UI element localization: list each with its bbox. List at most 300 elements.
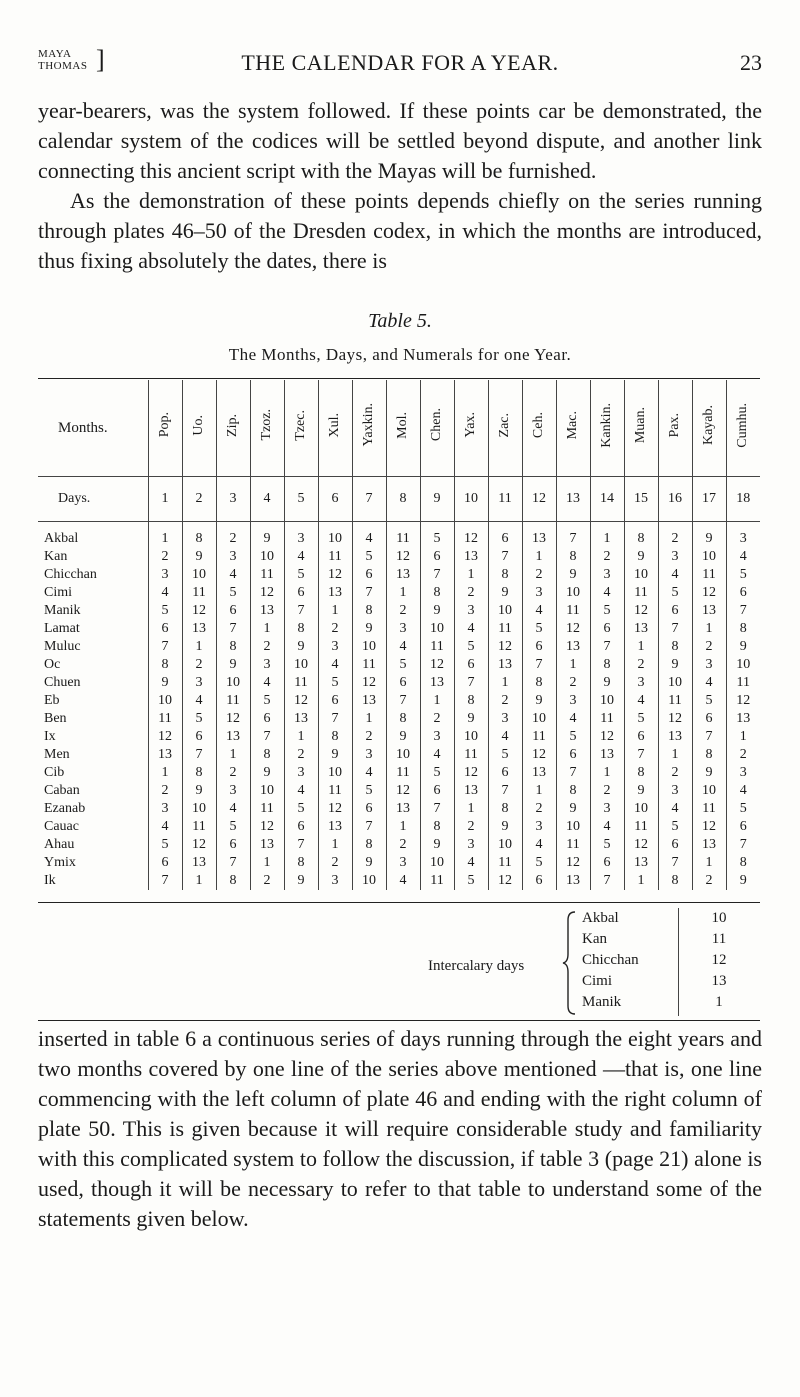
month-header bbox=[692, 380, 726, 477]
numeral-cell: 1 bbox=[386, 818, 420, 836]
numeral-cell: 10 bbox=[556, 584, 590, 602]
numeral-cell: 6 bbox=[386, 674, 420, 692]
numeral-cell: 7 bbox=[454, 674, 488, 692]
intercalary-values bbox=[678, 908, 759, 1016]
intercalary-day-name: Cimi bbox=[582, 973, 613, 989]
table-row bbox=[38, 638, 760, 656]
numeral-cell: 1 bbox=[624, 638, 658, 656]
numeral-cell: 5 bbox=[318, 674, 352, 692]
numeral-cell: 6 bbox=[216, 602, 250, 620]
numeral-cell: 7 bbox=[386, 692, 420, 710]
numeral-cell: 1 bbox=[658, 746, 692, 764]
numeral-cell: 10 bbox=[386, 746, 420, 764]
numeral-cell: 1 bbox=[692, 620, 726, 638]
numeral-cell: 2 bbox=[148, 782, 182, 800]
table-row bbox=[38, 522, 760, 549]
day-sign-name: Ben bbox=[44, 711, 67, 726]
numeral-cell: 4 bbox=[658, 800, 692, 818]
numeral-cell: 3 bbox=[454, 836, 488, 854]
numeral-cell: 13 bbox=[624, 854, 658, 872]
numeral-cell: 5 bbox=[420, 764, 454, 782]
numeral-cell: 1 bbox=[590, 764, 624, 782]
numeral-cell: 4 bbox=[216, 566, 250, 584]
intercalary-day-name: Akbal bbox=[582, 910, 619, 926]
numeral-cell: 1 bbox=[250, 620, 284, 638]
numeral-cell: 7 bbox=[420, 800, 454, 818]
numeral-cell: 8 bbox=[590, 656, 624, 674]
numeral-cell: 2 bbox=[454, 818, 488, 836]
day-number: 9 bbox=[420, 477, 454, 522]
numeral-cell: 12 bbox=[556, 854, 590, 872]
numeral-cell: 8 bbox=[420, 584, 454, 602]
numeral-cell: 5 bbox=[148, 836, 182, 854]
numeral-cell: 7 bbox=[352, 818, 386, 836]
numeral-cell: 2 bbox=[522, 800, 556, 818]
numeral-cell: 9 bbox=[420, 602, 454, 620]
month-header bbox=[658, 380, 692, 477]
numeral-cell: 2 bbox=[488, 692, 522, 710]
numeral-cell: 8 bbox=[726, 620, 760, 638]
numeral-cell: 1 bbox=[692, 854, 726, 872]
numeral-cell: 6 bbox=[726, 584, 760, 602]
day-number: 15 bbox=[624, 477, 658, 522]
numeral-cell: 8 bbox=[318, 728, 352, 746]
numeral-cell: 1 bbox=[590, 522, 624, 549]
month-name: Pax. bbox=[667, 412, 682, 438]
numeral-cell: 13 bbox=[216, 728, 250, 746]
numeral-cell: 13 bbox=[284, 710, 318, 728]
numeral-cell: 10 bbox=[352, 872, 386, 890]
numeral-cell: 8 bbox=[692, 746, 726, 764]
numeral-cell: 6 bbox=[556, 746, 590, 764]
numeral-cell: 12 bbox=[624, 836, 658, 854]
numeral-cell: 12 bbox=[658, 710, 692, 728]
numeral-cell: 7 bbox=[726, 602, 760, 620]
month-header bbox=[250, 380, 284, 477]
numeral-cell: 12 bbox=[386, 548, 420, 566]
numeral-cell: 8 bbox=[454, 692, 488, 710]
month-name: Mac. bbox=[565, 410, 580, 440]
month-header bbox=[284, 380, 318, 477]
numeral-cell: 1 bbox=[182, 638, 216, 656]
numeral-cell: 2 bbox=[420, 710, 454, 728]
numeral-cell: 13 bbox=[250, 836, 284, 854]
day-number: 10 bbox=[454, 477, 488, 522]
author-line-1: MAYA bbox=[38, 48, 72, 60]
month-header bbox=[216, 380, 250, 477]
numeral-cell: 2 bbox=[318, 620, 352, 638]
numeral-cell: 4 bbox=[284, 782, 318, 800]
numeral-cell: 5 bbox=[182, 710, 216, 728]
numeral-cell: 10 bbox=[284, 656, 318, 674]
numeral-cell: 7 bbox=[692, 728, 726, 746]
paragraph-intro: year-bearers, was the system followed. If these points car be demonstrated, the calendar system of the codices will be settled beyond dispute, and another link connecting this ancient script with the Mayas will be furnished. bbox=[38, 98, 762, 183]
table-row bbox=[38, 602, 760, 620]
numeral-cell: 9 bbox=[182, 782, 216, 800]
day-sign-name: Kan bbox=[44, 549, 68, 564]
numeral-cell: 11 bbox=[420, 872, 454, 890]
numeral-cell: 8 bbox=[488, 800, 522, 818]
day-number: 12 bbox=[522, 477, 556, 522]
numeral-cell: 3 bbox=[148, 566, 182, 584]
numeral-cell: 7 bbox=[250, 728, 284, 746]
day-sign-name: Ik bbox=[44, 873, 56, 888]
numeral-cell: 2 bbox=[318, 854, 352, 872]
numeral-cell: 13 bbox=[522, 522, 556, 549]
numeral-cell: 8 bbox=[522, 674, 556, 692]
numeral-cell: 3 bbox=[216, 782, 250, 800]
numeral-cell: 3 bbox=[284, 522, 318, 549]
numeral-cell: 4 bbox=[386, 872, 420, 890]
numeral-cell: 6 bbox=[488, 764, 522, 782]
numeral-cell: 3 bbox=[692, 656, 726, 674]
numeral-cell: 6 bbox=[420, 782, 454, 800]
numeral-cell: 9 bbox=[318, 746, 352, 764]
numeral-cell: 4 bbox=[590, 584, 624, 602]
numeral-cell: 1 bbox=[454, 800, 488, 818]
numeral-cell: 11 bbox=[692, 566, 726, 584]
numeral-cell: 5 bbox=[556, 728, 590, 746]
numeral-cell: 1 bbox=[352, 710, 386, 728]
numeral-cell: 3 bbox=[726, 522, 760, 549]
numeral-cell: 7 bbox=[726, 836, 760, 854]
table-row bbox=[38, 710, 760, 728]
numeral-cell: 5 bbox=[454, 638, 488, 656]
numeral-cell: 13 bbox=[318, 818, 352, 836]
day-sign-name: Eb bbox=[44, 693, 60, 708]
numeral-cell: 11 bbox=[216, 692, 250, 710]
month-name: Uo. bbox=[191, 414, 206, 436]
intercalary-names bbox=[582, 908, 639, 1013]
day-number: 1 bbox=[148, 477, 182, 522]
numeral-cell: 6 bbox=[250, 710, 284, 728]
numeral-cell: 13 bbox=[148, 746, 182, 764]
numeral-cell: 1 bbox=[556, 656, 590, 674]
numeral-cell: 12 bbox=[182, 836, 216, 854]
numeral-cell: 3 bbox=[590, 800, 624, 818]
numeral-cell: 9 bbox=[556, 800, 590, 818]
day-number: 14 bbox=[590, 477, 624, 522]
months-table bbox=[38, 380, 760, 890]
numeral-cell: 7 bbox=[182, 746, 216, 764]
day-number: 6 bbox=[318, 477, 352, 522]
numeral-cell: 8 bbox=[726, 854, 760, 872]
numeral-cell: 3 bbox=[658, 782, 692, 800]
numeral-cell: 8 bbox=[182, 764, 216, 782]
day-sign-name: Ymix bbox=[44, 855, 76, 870]
numeral-cell: 4 bbox=[148, 584, 182, 602]
numeral-cell: 3 bbox=[488, 710, 522, 728]
table-row bbox=[38, 566, 760, 584]
day-number: 17 bbox=[692, 477, 726, 522]
numeral-cell: 11 bbox=[386, 522, 420, 549]
left-brace-icon bbox=[562, 910, 576, 1016]
month-name: Kankin. bbox=[599, 402, 614, 448]
day-sign-name: Chuen bbox=[44, 675, 81, 690]
numeral-cell: 5 bbox=[284, 566, 318, 584]
numeral-cell: 13 bbox=[556, 872, 590, 890]
numeral-cell: 6 bbox=[352, 566, 386, 584]
numeral-cell: 13 bbox=[692, 602, 726, 620]
numeral-cell: 9 bbox=[590, 674, 624, 692]
numeral-cell: 3 bbox=[420, 728, 454, 746]
month-name: Yax. bbox=[463, 412, 478, 438]
numeral-cell: 9 bbox=[352, 854, 386, 872]
numeral-cell: 10 bbox=[522, 710, 556, 728]
day-number: 3 bbox=[216, 477, 250, 522]
table-row bbox=[38, 836, 760, 854]
numeral-cell: 9 bbox=[148, 674, 182, 692]
numeral-cell: 1 bbox=[420, 692, 454, 710]
numeral-cell: 11 bbox=[522, 728, 556, 746]
numeral-cell: 2 bbox=[692, 638, 726, 656]
numeral-cell: 9 bbox=[182, 548, 216, 566]
numeral-cell: 8 bbox=[624, 764, 658, 782]
numeral-cell: 8 bbox=[250, 746, 284, 764]
numeral-cell: 9 bbox=[284, 638, 318, 656]
numeral-cell: 5 bbox=[726, 566, 760, 584]
numeral-cell: 4 bbox=[624, 692, 658, 710]
day-number: 18 bbox=[726, 477, 760, 522]
numeral-cell: 9 bbox=[386, 728, 420, 746]
numeral-cell: 12 bbox=[692, 818, 726, 836]
month-name: Muan. bbox=[633, 406, 648, 444]
numeral-cell: 6 bbox=[284, 584, 318, 602]
numeral-cell: 3 bbox=[250, 656, 284, 674]
numeral-cell: 2 bbox=[556, 674, 590, 692]
month-header bbox=[454, 380, 488, 477]
numeral-cell: 9 bbox=[284, 872, 318, 890]
numeral-cell: 10 bbox=[420, 620, 454, 638]
numeral-cell: 11 bbox=[556, 602, 590, 620]
numeral-cell: 12 bbox=[454, 764, 488, 782]
paragraph-demonstration: As the demonstration of these points depends chiefly on the series running through plates 46–50 of the Dresden codex, in which the months are introduced, thus fixing absolutely the dates, there is bbox=[38, 188, 762, 273]
numeral-cell: 7 bbox=[658, 854, 692, 872]
numeral-cell: 7 bbox=[488, 782, 522, 800]
table-row bbox=[38, 620, 760, 638]
numeral-cell: 9 bbox=[488, 584, 522, 602]
numeral-cell: 8 bbox=[556, 548, 590, 566]
numeral-cell: 8 bbox=[420, 818, 454, 836]
numeral-cell: 6 bbox=[692, 710, 726, 728]
running-header bbox=[38, 45, 762, 88]
numeral-cell: 1 bbox=[488, 674, 522, 692]
numeral-cell: 13 bbox=[386, 800, 420, 818]
day-sign-name: Oc bbox=[44, 657, 61, 672]
table-row bbox=[38, 584, 760, 602]
table-row bbox=[38, 674, 760, 692]
intercalary-day-name: Kan bbox=[582, 931, 607, 947]
numeral-cell: 13 bbox=[182, 620, 216, 638]
numeral-cell: 6 bbox=[420, 548, 454, 566]
numeral-cell: 2 bbox=[692, 872, 726, 890]
numeral-cell: 8 bbox=[556, 782, 590, 800]
numeral-cell: 1 bbox=[148, 764, 182, 782]
numeral-cell: 2 bbox=[658, 764, 692, 782]
numeral-cell: 3 bbox=[216, 548, 250, 566]
numeral-cell: 10 bbox=[590, 692, 624, 710]
month-header bbox=[556, 380, 590, 477]
numeral-cell: 2 bbox=[250, 872, 284, 890]
numeral-cell: 11 bbox=[182, 818, 216, 836]
numeral-cell: 3 bbox=[454, 602, 488, 620]
numeral-cell: 10 bbox=[692, 548, 726, 566]
numeral-cell: 10 bbox=[624, 800, 658, 818]
numeral-cell: 12 bbox=[284, 692, 318, 710]
numeral-cell: 1 bbox=[726, 728, 760, 746]
numeral-cell: 13 bbox=[590, 746, 624, 764]
numeral-cell: 5 bbox=[658, 818, 692, 836]
numeral-cell: 3 bbox=[624, 674, 658, 692]
numeral-cell: 6 bbox=[522, 638, 556, 656]
numeral-cell: 6 bbox=[522, 872, 556, 890]
day-number: 5 bbox=[284, 477, 318, 522]
numeral-cell: 4 bbox=[726, 782, 760, 800]
numeral-cell: 9 bbox=[216, 656, 250, 674]
numeral-cell: 3 bbox=[182, 674, 216, 692]
numeral-cell: 9 bbox=[624, 782, 658, 800]
numeral-cell: 4 bbox=[658, 566, 692, 584]
month-header bbox=[386, 380, 420, 477]
numeral-cell: 2 bbox=[216, 764, 250, 782]
numeral-cell: 5 bbox=[420, 522, 454, 549]
numeral-cell: 11 bbox=[250, 800, 284, 818]
numeral-cell: 2 bbox=[182, 656, 216, 674]
numeral-cell: 6 bbox=[624, 728, 658, 746]
numeral-cell: 6 bbox=[284, 818, 318, 836]
numeral-cell: 5 bbox=[454, 872, 488, 890]
numeral-cell: 4 bbox=[522, 836, 556, 854]
numeral-cell: 1 bbox=[522, 782, 556, 800]
page-number: 23 bbox=[740, 50, 762, 75]
numeral-cell: 7 bbox=[284, 836, 318, 854]
numeral-cell: 6 bbox=[182, 728, 216, 746]
numeral-cell: 13 bbox=[692, 836, 726, 854]
numeral-cell: 9 bbox=[522, 692, 556, 710]
numeral-cell: 5 bbox=[624, 710, 658, 728]
numeral-cell: 7 bbox=[216, 854, 250, 872]
numeral-cell: 1 bbox=[284, 728, 318, 746]
numeral-cell: 11 bbox=[250, 566, 284, 584]
numeral-cell: 7 bbox=[318, 710, 352, 728]
table-row bbox=[38, 656, 760, 674]
table-row bbox=[38, 782, 760, 800]
numeral-cell: 7 bbox=[148, 638, 182, 656]
months-table-container bbox=[38, 380, 760, 890]
day-number: 8 bbox=[386, 477, 420, 522]
numeral-cell: 11 bbox=[318, 548, 352, 566]
month-name: Zac. bbox=[497, 412, 512, 438]
table-row bbox=[38, 800, 760, 818]
numeral-cell: 10 bbox=[488, 836, 522, 854]
day-sign-name: Ix bbox=[44, 729, 56, 744]
numeral-cell: 4 bbox=[590, 818, 624, 836]
numeral-cell: 6 bbox=[454, 656, 488, 674]
day-number: 7 bbox=[352, 477, 386, 522]
numeral-cell: 11 bbox=[556, 836, 590, 854]
numeral-cell: 2 bbox=[284, 746, 318, 764]
numeral-cell: 10 bbox=[182, 566, 216, 584]
numeral-cell: 9 bbox=[556, 566, 590, 584]
numeral-cell: 4 bbox=[454, 854, 488, 872]
intercalary-day-name: Manik bbox=[582, 994, 622, 1010]
numeral-cell: 1 bbox=[386, 584, 420, 602]
numeral-cell: 2 bbox=[454, 584, 488, 602]
numeral-cell: 8 bbox=[216, 872, 250, 890]
numeral-cell: 12 bbox=[250, 584, 284, 602]
table-row bbox=[38, 764, 760, 782]
numeral-cell: 2 bbox=[658, 522, 692, 549]
numeral-cell: 1 bbox=[522, 548, 556, 566]
numeral-cell: 4 bbox=[318, 656, 352, 674]
days-row bbox=[38, 477, 760, 522]
numeral-cell: 5 bbox=[692, 692, 726, 710]
numeral-cell: 11 bbox=[284, 674, 318, 692]
numeral-cell: 12 bbox=[352, 674, 386, 692]
numeral-cell: 13 bbox=[420, 674, 454, 692]
intercalary-day-value: 10 bbox=[711, 910, 727, 926]
month-header bbox=[182, 380, 216, 477]
numeral-cell: 3 bbox=[352, 746, 386, 764]
numeral-cell: 6 bbox=[590, 854, 624, 872]
month-name: Mol. bbox=[395, 411, 410, 439]
numeral-cell: 12 bbox=[182, 602, 216, 620]
table-row bbox=[38, 728, 760, 746]
day-sign-name: Manik bbox=[44, 603, 81, 618]
numeral-cell: 5 bbox=[352, 548, 386, 566]
numeral-cell: 2 bbox=[726, 746, 760, 764]
month-name: Pop. bbox=[157, 412, 172, 438]
numeral-cell: 9 bbox=[692, 522, 726, 549]
numeral-cell: 8 bbox=[352, 836, 386, 854]
numeral-cell: 5 bbox=[250, 692, 284, 710]
numeral-cell: 11 bbox=[624, 584, 658, 602]
numeral-cell: 4 bbox=[420, 746, 454, 764]
day-number: 2 bbox=[182, 477, 216, 522]
numeral-cell: 12 bbox=[318, 566, 352, 584]
month-name: Tzec. bbox=[293, 409, 308, 441]
numeral-cell: 4 bbox=[726, 548, 760, 566]
intercalary-bottom-rule bbox=[38, 1020, 760, 1021]
numeral-cell: 4 bbox=[148, 818, 182, 836]
months-label: Months. bbox=[58, 420, 108, 436]
numeral-cell: 8 bbox=[284, 620, 318, 638]
numeral-cell: 10 bbox=[216, 674, 250, 692]
month-header bbox=[624, 380, 658, 477]
running-title: THE CALENDAR FOR A YEAR. bbox=[241, 50, 559, 75]
numeral-cell: 9 bbox=[250, 764, 284, 782]
numeral-cell: 11 bbox=[454, 746, 488, 764]
numeral-cell: 5 bbox=[590, 602, 624, 620]
numeral-cell: 7 bbox=[590, 638, 624, 656]
numeral-cell: 13 bbox=[386, 566, 420, 584]
day-sign-name: Cib bbox=[44, 765, 65, 780]
numeral-cell: 5 bbox=[488, 746, 522, 764]
month-name: Kayab. bbox=[701, 404, 716, 446]
numeral-cell: 9 bbox=[658, 656, 692, 674]
numeral-cell: 8 bbox=[284, 854, 318, 872]
intercalary-day-value: 13 bbox=[711, 973, 727, 989]
numeral-cell: 4 bbox=[556, 710, 590, 728]
numeral-cell: 12 bbox=[420, 656, 454, 674]
numeral-cell: 2 bbox=[386, 602, 420, 620]
numeral-cell: 9 bbox=[454, 710, 488, 728]
numeral-cell: 3 bbox=[522, 584, 556, 602]
numeral-cell: 10 bbox=[658, 674, 692, 692]
numeral-cell: 6 bbox=[590, 620, 624, 638]
numeral-cell: 3 bbox=[726, 764, 760, 782]
numeral-cell: 7 bbox=[624, 746, 658, 764]
